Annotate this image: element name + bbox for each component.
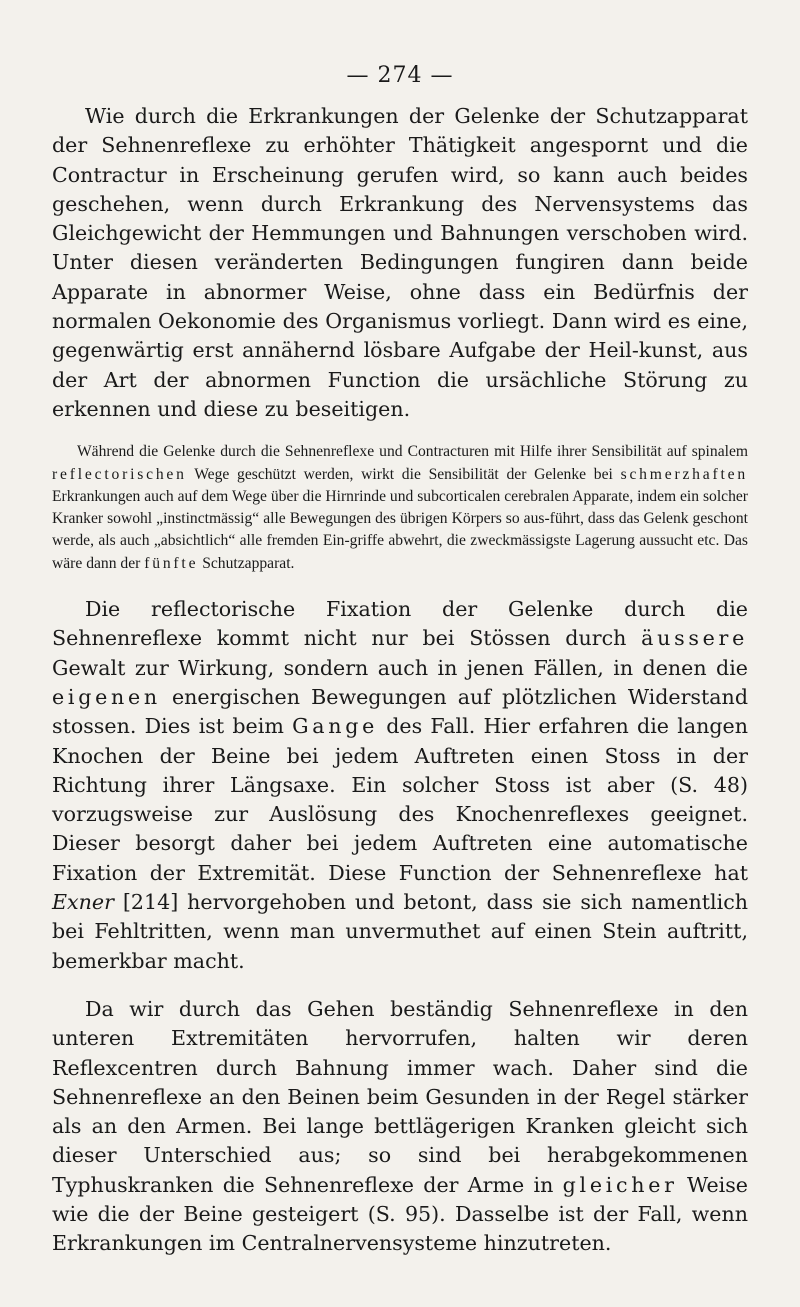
text-run: Die reflectorische Fixation der Gelenke durch die Sehnenreflexe kommt nicht nur bei Stössen durch bbox=[52, 597, 748, 651]
body-paragraph bbox=[52, 595, 748, 976]
text-run: energischen Bewegungen auf plötzlichen Widerstand stossen. Dies ist beim bbox=[52, 684, 748, 739]
spaced-emphasis: gleicher bbox=[562, 1172, 678, 1197]
text-run: des Fall. Hier erfahren die langen Knochen der Beine bei jedem Auftreten einen Stoss in der Richtung ihrer Längsaxe. Ein solcher Stoss ist aber (S. 48) vorzugsweise zur Auslösung des Knochenreflexes geeignet. Dieser besorgt daher bei jedem Auftreten eine automatische Fixation der Extremität. Diese Function der Sehnenreflexe hat bbox=[52, 714, 748, 885]
text-run: Erkrankungen auch auf dem Wege über die Hirnrinde und subcorticalen cerebralen Apparate, indem ein solcher Kranker sowohl „instinctmässig“ alle Bewegungen des übrigen Körpers so aus-führt, dass das Gelenk geschont werde, als auch „absichtlich“ alle fremden Ein-griffe abwehrt, die zweckmässigste Lagerung aussucht etc. Das wäre dann der bbox=[52, 487, 748, 572]
text-run: Gewalt zur Wirkung, sondern auch in jenen Fällen, in denen die bbox=[52, 655, 748, 680]
text-run: Wie durch die Erkrankungen der Gelenke der Schutzapparat der Sehnenreflexe zu erhöhter Thätigkeit angespornt und die Contractur in Erscheinung gerufen wird, so kann auch beides geschehen, wenn durch Erkrankung des Nervensystems das Gleichgewicht der Hemmungen und Bahnungen verschoben wird. Unter diesen veränderten Bedingungen fungiren dann beide Apparate in abnormer Weise, ohne dass ein Bedürfnis der normalen Oekonomie des Organismus vorliegt. Dann wird es eine, gegenwärtig erst annähernd lösbare Aufgabe der Heil-kunst, aus der Art der abnormen Function die ursächliche Störung zu erkennen und diese zu beseitigen. bbox=[52, 104, 748, 421]
spaced-emphasis: schmerzhaften bbox=[620, 465, 748, 483]
spaced-emphasis: äussere bbox=[641, 626, 748, 651]
page-number: — 274 — bbox=[346, 63, 454, 88]
body-paragraph bbox=[52, 995, 748, 1259]
footnote-paragraph bbox=[52, 441, 748, 575]
text-run: [214] hervorgehoben und betont, dass sie sich namentlich bei Fehltritten, wenn man unvermuthet auf einen Stein auftritt, bemerkbar macht. bbox=[52, 890, 748, 973]
spaced-emphasis: Gange bbox=[292, 714, 378, 739]
text-run: Während die Gelenke durch die Sehnenreflexe und Contracturen mit Hilfe ihrer Sensibilität auf spinalem bbox=[76, 443, 748, 461]
text-run: Weise wie die der Beine gesteigert (S. 95). Dasselbe ist der Fall, wenn Erkrankungen im Centralnervensysteme hinzutreten. bbox=[52, 1172, 748, 1256]
body-text bbox=[52, 102, 748, 1259]
spaced-emphasis: fünfte bbox=[144, 554, 199, 572]
body-paragraph bbox=[52, 102, 748, 424]
text-run: Wege geschützt werden, wirkt die Sensibilität der Gelenke bei bbox=[186, 465, 621, 483]
spaced-emphasis: reflectorischen bbox=[52, 465, 187, 483]
italic-name: Exner bbox=[52, 890, 114, 915]
text-run: Da wir durch das Gehen beständig Sehnenreflexe in den unteren Extremitäten hervorrufen, halten wir deren Reflexcentren durch Bahnung immer wach. Daher sind die Sehnenreflexe an den Beinen beim Gesunden in der Regel stärker als an den Armen. Bei lange bettlägerigen Kranken gleicht sich dieser Unterschied aus; so sind bei herabgekommenen Typhuskranken die Sehnenreflexe der Arme in bbox=[52, 996, 748, 1197]
text-run: Schutzapparat. bbox=[198, 554, 295, 572]
spaced-emphasis: eigenen bbox=[52, 684, 161, 709]
